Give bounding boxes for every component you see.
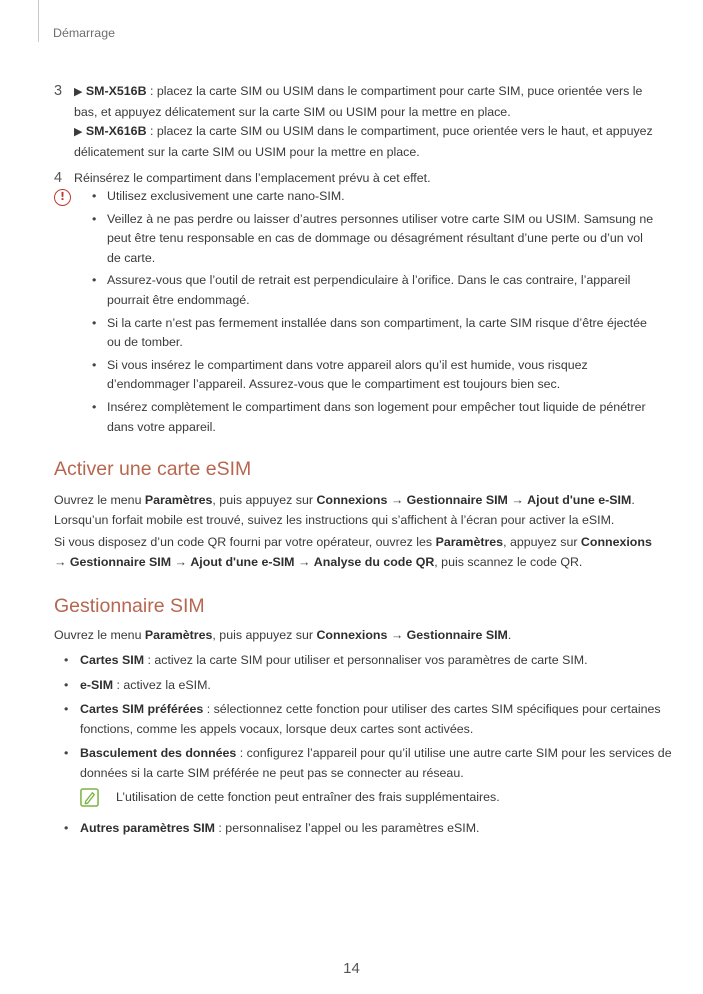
caution-list [54,187,654,437]
arrow-icon: → [174,554,187,569]
arrow-icon: → [390,493,404,507]
model-name: SM-X516B [85,84,147,98]
note-pencil-icon [80,788,99,807]
option-preferred-sim: • Cartes SIM préférées : sélectionnez cette fonction pour utiliser des cartes SIM spécifiques pour certaines fonctions, comme les appels vocaux, lorsque deux cartes sont activées. [80,700,680,739]
step-4-text: Réinsérez le compartiment dans l’emplacement prévu à cet effet. [74,171,431,186]
arrow-icon: → [390,628,404,642]
menu-sim-manager: Gestionnaire SIM [69,554,172,569]
arrow-icon: → [54,554,67,569]
note-block [80,788,680,808]
step-3 [54,82,654,162]
menu-settings: Paramètres [144,493,213,507]
caution-block [54,187,654,440]
arrow-icon: → [511,493,524,507]
caution-item: • Assurez-vous que l’outil de retrait est perpendiculaire à l’orifice. Dans le cas contraire, l’appareil pourrait être endommagé. [107,271,654,310]
page-number: 14 [343,960,360,977]
caution-item: • Veillez à ne pas perdre ou laisser d’autres personnes utiliser votre carte SIM ou USIM. Samsung ne peut être tenu responsable en cas de dommage ou désagrément résultant d’une perte ou d’un vol de carte. [107,210,654,269]
caution-item: • Si vous insérez le compartiment dans votre appareil alors qu’il est humide, vous risquez d’endommager l’appareil. Assurez-vous que le compartiment est toujours bien sec. [107,356,654,395]
esim-paragraph-1: Ouvrez le menu Paramètres, puis appuyez sur Connexions → Gestionnaire SIM → Ajout d'une e-SIM. Lorsqu’un forfait mobile est trouvé, suivez les instructions qui s’affichent à l’écran pour activer la eSIM. [54,493,635,527]
menu-add-esim: Ajout d'une e-SIM [527,493,632,507]
menu-settings: Paramètres [144,628,213,642]
menu-connections: Connexions [316,628,388,642]
triangle-icon: ▶ [74,86,83,98]
option-other-sim-settings: • Autres paramètres SIM : personnalisez l’appel ou les paramètres eSIM. [80,819,680,839]
section-title: Démarrage [53,26,115,40]
sim-manager-options [54,651,680,844]
menu-sim-manager: Gestionnaire SIM [406,628,508,642]
heading-esim: Activer une carte eSIM [54,458,252,480]
model-name: SM-X616B [85,124,147,139]
arrow-icon: → [297,554,311,569]
step-3-x516b: ▶ SM-X516B : placez la carte SIM ou USIM dans le compartiment pour carte SIM, puce orientée vers le bas, et appuyez délicatement sur la carte SIM ou USIM pour la mettre en place. [74,84,643,119]
option-sim-cards: • Cartes SIM : activez la carte SIM pour utiliser et personnaliser vos paramètres de carte SIM. [80,651,680,671]
header-divider [38,0,39,42]
step-3-x616b: ▶ SM-X616B : placez la carte SIM ou USIM dans le compartiment, puce orientée vers le haut, et appuyez délicatement sur la carte SIM ou USIM pour la mettre en place. [74,124,653,159]
esim-paragraph-2: Si vous disposez d’un code QR fourni par votre opérateur, ouvrez les Paramètres, appuyez sur Connexions → Gestionnaire SIM → Ajout d'une e-SIM → Analyse du code QR, puis scannez le code QR. [54,535,652,569]
step-number: 4 [54,170,63,187]
steps-list [54,82,654,189]
option-esim: • e-SIM : activez la eSIM. [80,676,680,696]
note-text: L’utilisation de cette fonction peut entraîner des frais supplémentaires. [116,789,500,804]
sim-manager-paragraph: Ouvrez le menu Paramètres, puis appuyez sur Connexions → Gestionnaire SIM. [54,628,512,642]
step-number: 3 [54,83,63,99]
caution-item: • Utilisez exclusivement une carte nano-SIM. [107,187,654,207]
caution-item: • Si la carte n’est pas fermement installée dans son compartiment, la carte SIM risque d’être éjectée ou de tomber. [107,314,654,353]
menu-settings: Paramètres [435,535,504,549]
menu-sim-manager: Gestionnaire SIM [406,493,508,507]
option-data-switching: • Basculement des données : configurez l’appareil pour qu’il utilise une autre carte SIM pour les services de données si la carte SIM préférée ne peut pas se connecter au réseau. L’utilisation de cette fonction peut entraîner des frais supplémentaires. [80,744,680,807]
menu-add-esim: Ajout d'une e-SIM [190,554,295,569]
menu-scan-qr: Analyse du code QR [313,554,435,569]
heading-sim-manager: Gestionnaire SIM [54,595,205,617]
menu-connections: Connexions [580,535,652,549]
menu-connections: Connexions [316,493,388,507]
triangle-icon: ▶ [74,126,83,139]
caution-icon: ! [54,189,71,206]
caution-item: • Insérez complètement le compartiment dans son logement pour empêcher tout liquide de pénétrer dans votre appareil. [107,398,654,437]
